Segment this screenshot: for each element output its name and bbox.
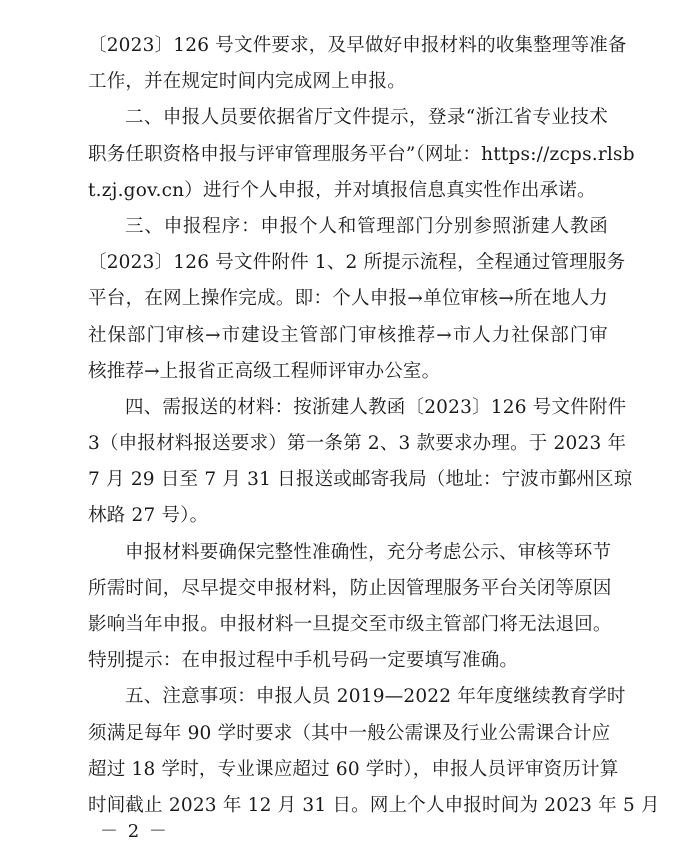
text-line-16: 所需时间，尽早提交申报材料，防止因管理服务平台关闭等原因 bbox=[88, 577, 612, 599]
text-line-2: 工作，并在规定时间内完成网上申报。 bbox=[88, 71, 406, 93]
text-line-14: 林路 27 号）。 bbox=[88, 505, 209, 527]
text-line-1: 〔2023〕126 号文件要求，及早做好申报材料的收集整理等准备 bbox=[88, 35, 627, 56]
text-line-22: 时间截止 2023 年 12 月 31 日。网上个人申报时间为 2023 年 5 月 bbox=[88, 794, 660, 816]
text-line-17: 影响当年申报。申报材料一旦提交至市级主管部门将无法退回。 bbox=[88, 614, 612, 635]
text-line-6: 三、申报程序：申报个人和管理部门分别参照浙建人教函 bbox=[125, 215, 608, 237]
text-line-13: 7 月 29 日至 7 月 31 日报送或邮寄我局（地址：宁波市鄞州区琼 bbox=[88, 469, 633, 491]
text-line-8: 平台，在网上操作完成。即：个人申报→单位审核→所在地人力 bbox=[88, 288, 608, 310]
text-line-11: 四、需报送的材料：按浙建人教函〔2023〕126 号文件附件 bbox=[125, 396, 627, 418]
text-line-19: 五、注意事项：申报人员 2019—2022 年年度继续教育学时 bbox=[125, 686, 626, 708]
text-line-4: 职务任职资格申报与评审管理服务平台”（网址：https://zcps.rlsb bbox=[88, 143, 635, 165]
text-line-15: 申报材料要确保完整性准确性，充分考虑公示、审核等环节 bbox=[125, 541, 612, 563]
text-line-21: 超过 18 学时，专业课应超过 60 学时），申报人员评审资历计算 bbox=[88, 758, 619, 780]
body-text bbox=[88, 28, 660, 824]
text-line-10: 核推荐→上报省正高级工程师评审办公室。 bbox=[88, 360, 441, 382]
text-line-18: 特别提示：在申报过程中手机号码一定要填写准确。 bbox=[88, 650, 519, 672]
text-line-12: 3（申报材料报送要求）第一条第 2、3 款要求办理。于 2023 年 bbox=[88, 433, 627, 455]
text-line-7: 〔2023〕126 号文件附件 1、2 所提示流程，全程通过管理服务 bbox=[88, 252, 626, 274]
text-line-9: 社保部门审核→市建设主管部门审核推荐→市人力社保部门审 bbox=[88, 324, 608, 346]
text-line-3: 二、申报人员要依据省厅文件提示，登录“浙江省专业技术 bbox=[125, 107, 608, 129]
text-line-20: 须满足每年 90 学时要求（其中一般公需课及行业公需课合计应 bbox=[88, 722, 611, 744]
text-line-5: t.zj.gov.cn）进行个人申报，并对填报信息真实性作出承诺。 bbox=[88, 179, 596, 201]
page-number: － 2 － bbox=[100, 821, 169, 842]
